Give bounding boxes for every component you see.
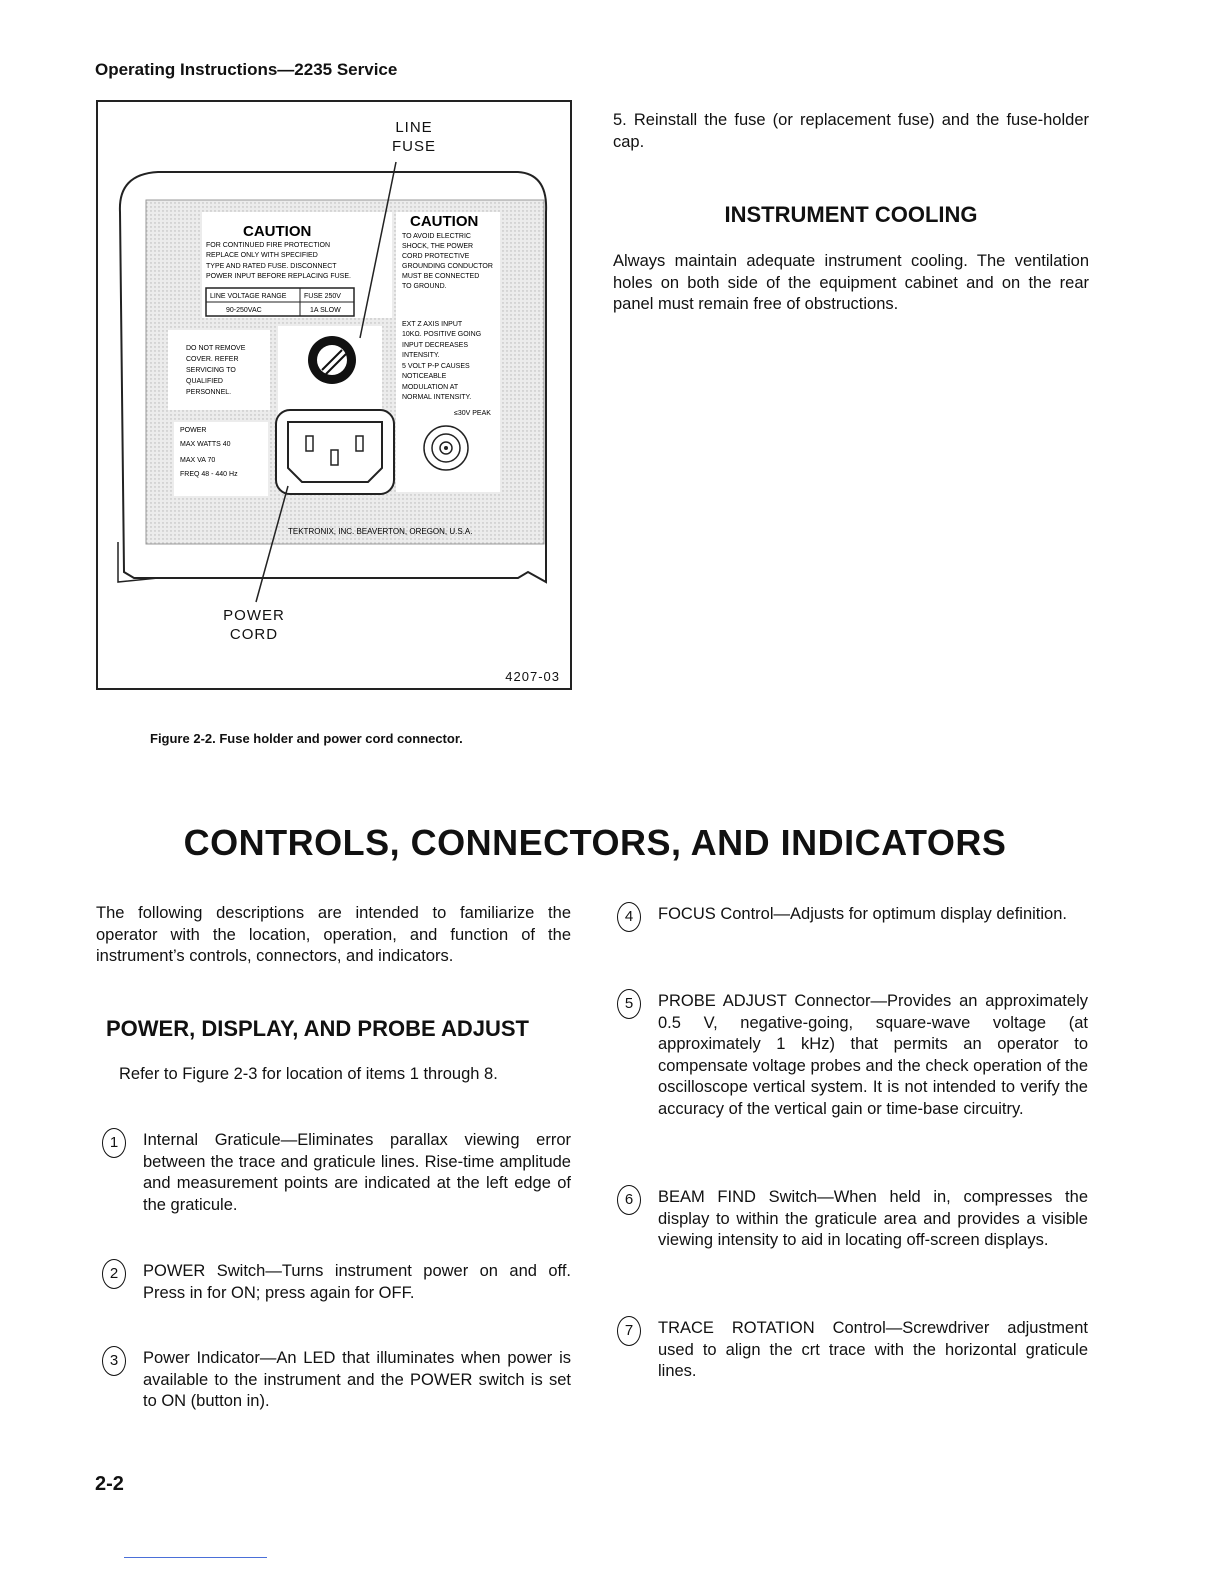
svg-text:CORD PROTECTIVE: CORD PROTECTIVE: [402, 253, 470, 260]
svg-text:≤30V PEAK: ≤30V PEAK: [454, 410, 491, 417]
page-number: 2-2: [95, 1473, 124, 1495]
svg-text:REPLACE ONLY WITH SPECIFIED: REPLACE ONLY WITH SPECIFIED: [206, 252, 318, 259]
running-header: Operating Instructions—2235 Service: [95, 60, 398, 79]
ext-z-plate: [396, 312, 500, 492]
item-number-badge: 7: [617, 1316, 641, 1346]
item-text: FOCUS Control—Adjusts for optimum display definition.: [658, 905, 1067, 923]
list-item: [109, 1348, 571, 1413]
svg-text:TO AVOID ELECTRIC: TO AVOID ELECTRIC: [402, 233, 471, 240]
svg-text:MAX WATTS 40: MAX WATTS 40: [180, 441, 231, 448]
fuse-holder-icon: [308, 336, 356, 384]
svg-text:POWER: POWER: [180, 427, 207, 434]
svg-text:FREQ 48 - 440 Hz: FREQ 48 - 440 Hz: [180, 471, 238, 478]
caution-left-title: CAUTION: [243, 223, 312, 240]
svg-text:SERVICING TO: SERVICING TO: [186, 367, 236, 374]
list-item: [624, 1318, 1088, 1383]
item-number-badge: 1: [102, 1128, 126, 1158]
list-item: [624, 904, 1088, 926]
list-item: [624, 1187, 1088, 1252]
svg-text:NORMAL INTENSITY.: NORMAL INTENSITY.: [402, 394, 472, 401]
svg-text:FOR CONTINUED FIRE PROTECTION: FOR CONTINUED FIRE PROTECTION: [206, 242, 331, 249]
item-text: BEAM FIND Switch—When held in, compresses the display to within the graticule area and provides a visible viewing intensity to aid in locating off-screen displays.: [658, 1188, 1088, 1249]
svg-text:POWER INPUT BEFORE REPLACING F: POWER INPUT BEFORE REPLACING FUSE.: [206, 273, 351, 280]
line-fuse-label: LINE FUSE: [391, 119, 436, 155]
svg-text:INPUT DECREASES: INPUT DECREASES: [402, 342, 468, 349]
item-text: PROBE ADJUST Connector—Provides an approximately 0.5 V, negative-going, square-wave voltage (at approximately 1 kHz) that permits an operator to compensate voltage probes and the check operation of the oscilloscope vertical system. It is not intended to verify the accuracy of the vertical gain or time-base circuitry.: [658, 992, 1088, 1118]
power-cord-label: POWER CORD: [223, 607, 285, 643]
power-receptacle-icon: [276, 410, 394, 494]
svg-text:1A SLOW: 1A SLOW: [310, 307, 341, 314]
figure-number: 4207-03: [505, 669, 560, 684]
footer-rule: [124, 1557, 267, 1558]
item-text: TRACE ROTATION Control—Screwdriver adjustment used to align the crt trace with the horizontal graticule lines.: [658, 1319, 1088, 1380]
instrument-cooling-heading: INSTRUMENT COOLING: [724, 202, 978, 227]
list-item: [109, 1130, 571, 1216]
svg-text:LINE VOLTAGE RANGE: LINE VOLTAGE RANGE: [210, 293, 287, 300]
svg-text:QUALIFIED: QUALIFIED: [186, 378, 223, 385]
svg-text:DO NOT REMOVE: DO NOT REMOVE: [186, 345, 246, 352]
svg-text:SHOCK, THE POWER: SHOCK, THE POWER: [402, 243, 474, 250]
refer-text: Refer to Figure 2-3 for location of items 1 through 8.: [119, 1065, 498, 1083]
svg-text:INTENSITY.: INTENSITY.: [402, 352, 440, 359]
figure-caption: Figure 2-2. Fuse holder and power cord connector.: [150, 731, 463, 746]
svg-text:5 VOLT P-P CAUSES: 5 VOLT P-P CAUSES: [402, 363, 470, 370]
page-title: CONTROLS, CONNECTORS, AND INDICATORS: [183, 822, 1007, 863]
intro-text: The following descriptions are intended to familiarize the operator with the location, operation, and function of the instrument’s controls, connectors, and indicators.: [96, 904, 571, 965]
svg-text:PERSONNEL.: PERSONNEL.: [186, 389, 232, 396]
list-item: [624, 991, 1088, 1120]
svg-text:MUST BE CONNECTED: MUST BE CONNECTED: [402, 273, 480, 280]
svg-text:MODULATION AT: MODULATION AT: [402, 384, 459, 391]
item-number-badge: 3: [102, 1346, 126, 1376]
svg-text:10KΩ. POSITIVE GOING: 10KΩ. POSITIVE GOING: [402, 331, 482, 338]
svg-text:MAX VA 70: MAX VA 70: [180, 457, 216, 464]
svg-text:90-250VAC: 90-250VAC: [226, 307, 262, 314]
caution-right-title: CAUTION: [410, 213, 479, 230]
power-section-heading: POWER, DISPLAY, AND PROBE ADJUST: [106, 1016, 529, 1041]
rear-panel-illustration: [98, 102, 570, 688]
svg-text:EXT Z AXIS INPUT: EXT Z AXIS INPUT: [402, 321, 463, 328]
item-text: POWER Switch—Turns instrument power on and off. Press in for ON; press again for OFF.: [143, 1262, 571, 1302]
svg-text:TO GROUND.: TO GROUND.: [402, 283, 447, 290]
item-text: Power Indicator—An LED that illuminates when power is available to the instrument and the POWER switch is set to ON (button in).: [143, 1349, 571, 1410]
list-item: [109, 1261, 571, 1304]
item-number-badge: 2: [102, 1259, 126, 1289]
manufacturer-text: TEKTRONIX, INC. BEAVERTON, OREGON, U.S.A.: [288, 527, 473, 536]
instrument-cooling-text: Always maintain adequate instrument cooling. The ventilation holes on both side of the equipment cabinet and on the rear panel must remain free of obstructions.: [613, 252, 1089, 313]
figure-fuse-holder: [96, 100, 572, 690]
svg-text:NOTICEABLE: NOTICEABLE: [402, 373, 447, 380]
svg-text:GROUNDING CONDUCTOR: GROUNDING CONDUCTOR: [402, 263, 493, 270]
svg-text:FUSE 250V: FUSE 250V: [304, 293, 341, 300]
svg-text:COVER. REFER: COVER. REFER: [186, 356, 239, 363]
item-number-badge: 5: [617, 989, 641, 1019]
item-text: Internal Graticule—Eliminates parallax viewing error between the trace and graticule lines. Rise-time amplitude and measurement points are indicated at the left edge of the graticule.: [143, 1131, 571, 1214]
item-number-badge: 6: [617, 1185, 641, 1215]
item-number-badge: 4: [617, 902, 641, 932]
step-5-text: 5. Reinstall the fuse (or replacement fuse) and the fuse-holder cap.: [613, 111, 1089, 151]
svg-text:TYPE AND RATED FUSE. DISCONNEC: TYPE AND RATED FUSE. DISCONNECT: [206, 263, 337, 270]
